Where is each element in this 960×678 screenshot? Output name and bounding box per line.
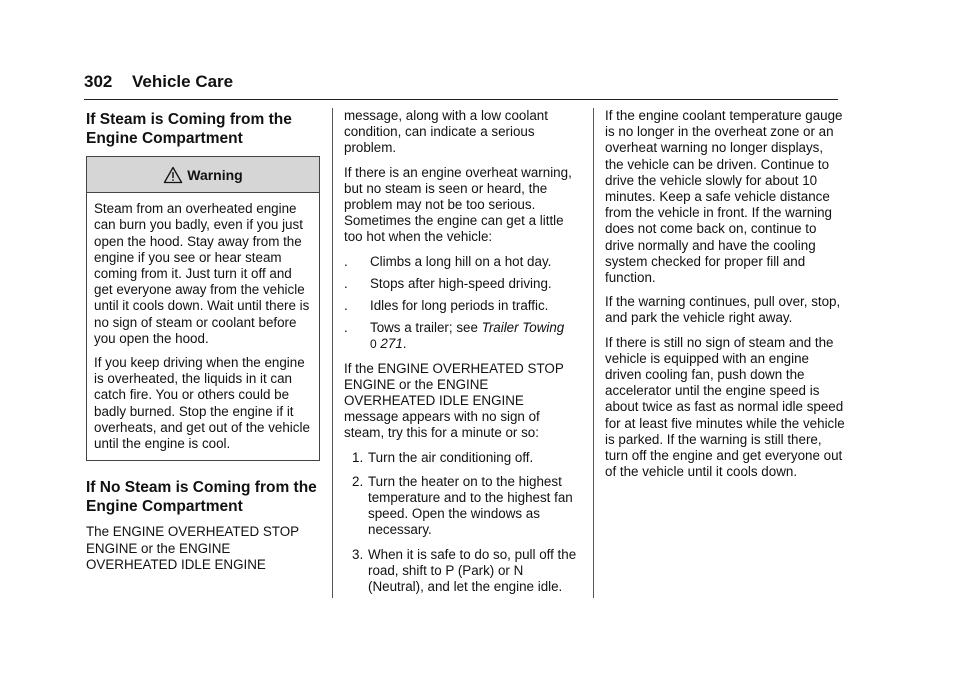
step-number: 1. <box>352 449 364 465</box>
warning-box <box>86 156 320 461</box>
bullet-symbol: . <box>344 298 348 314</box>
warning-paragraph-2: If you keep driving when the engine is overheated, the liquids in it can catch fire. You or others could be badly burned. Stop the engine if it overheats, and get out of the vehicle until the engine is cool. <box>94 355 310 452</box>
bullet-symbol: . <box>344 253 348 269</box>
column-divider-1 <box>332 108 333 598</box>
step-item <box>344 450 580 466</box>
paragraph-low-coolant: message, along with a low coolant condition, can indicate a serious problem. <box>344 108 548 156</box>
list-item <box>344 254 580 270</box>
bullet-list <box>344 254 580 353</box>
paragraph-no-steam-message: If the ENGINE OVERHEATED STOP ENGINE or the ENGINE OVERHEATED IDLE ENGINE message appears with no sign of steam, try this for a minute or so: <box>344 360 564 441</box>
bullet-symbol: . <box>344 275 348 291</box>
page-header <box>84 70 838 100</box>
heading-steam: If Steam is Coming from the Engine Compartment <box>86 111 292 147</box>
step-text: Turn the heater on to the highest temperature and to the highest fan speed. Open the windows as necessary. <box>368 473 573 538</box>
column-3 <box>605 108 845 488</box>
list-item-text: Idles for long periods in traffic. <box>370 298 549 314</box>
step-item <box>344 547 580 596</box>
warning-icon <box>163 166 183 184</box>
paragraph-overheat-warning: If there is an engine overheat warning, but no steam is seen or heard, the problem may not be too serious. Sometimes the engine can get a little too hot when the vehicle: <box>344 164 572 245</box>
list-item-text: Tows a trailer; see <box>370 320 482 336</box>
period: . <box>402 336 407 352</box>
section-title: Vehicle Care <box>132 72 234 91</box>
list-item-text: Climbs a long hill on a hot day. <box>370 253 552 269</box>
cross-reference-icon: 0 <box>370 337 377 352</box>
list-item <box>344 320 580 352</box>
heading-no-steam: If No Steam is Coming from the Engine Compartment <box>86 479 317 515</box>
bullet-symbol: . <box>344 320 348 336</box>
step-list <box>344 450 580 596</box>
page-reference[interactable]: 271 <box>380 336 403 352</box>
paragraph-no-steam: The ENGINE OVERHEATED STOP ENGINE or the ENGINE OVERHEATED IDLE ENGINE <box>86 524 299 572</box>
list-item-text: Stops after high-speed driving. <box>370 275 552 291</box>
warning-title: Warning <box>187 166 243 183</box>
warning-header <box>87 157 319 193</box>
paragraph-gauge: If the engine coolant temperature gauge is no longer in the overheat zone or an overheat warning no longer displays, the vehicle can be driven. Continue to drive the vehicle slowly for about 10 minutes. Keep a safe vehicle distance from the vehicle in front. If the warning does not come back on, continue to drive normally and have the cooling system checked for proper fill and function. <box>605 108 843 286</box>
column-2 <box>344 108 580 603</box>
header-rule <box>84 99 838 100</box>
column-divider-2 <box>593 108 594 598</box>
list-item <box>344 298 580 314</box>
list-item <box>344 276 580 292</box>
step-text: Turn the air conditioning off. <box>368 449 534 465</box>
warning-paragraph-1: Steam from an overheated engine can burn you badly, even if you just open the hood. Stay away from the engine if you see or hear steam coming from it. Just turn it off and get everyone away from the vehicle until it cools down. Wait until there is no sign of steam or coolant before you open the hood. <box>94 201 310 346</box>
step-item <box>344 474 580 539</box>
step-text: When it is safe to do so, pull off the road, shift to P (Park) or N (Neutral), and let the engine idle. <box>368 546 577 595</box>
warning-body <box>87 193 319 452</box>
paragraph-warning-continues: If the warning continues, pull over, stop, and park the vehicle right away. <box>605 294 841 326</box>
column-1 <box>86 108 320 581</box>
trailer-towing-link[interactable]: Trailer Towing <box>481 320 565 336</box>
paragraph-cooling-fan: If there is still no sign of steam and the vehicle is equipped with an engine driven cooling fan, push down the accelerator until the engine speed is about twice as fast as normal idle speed for at least five minutes while the vehicle is parked. If the warning is still there, turn off the engine and get everyone out of the vehicle until it cools down. <box>605 334 845 480</box>
step-number: 2. <box>352 473 364 489</box>
step-number: 3. <box>352 546 364 562</box>
page-number: 302 <box>84 72 113 91</box>
